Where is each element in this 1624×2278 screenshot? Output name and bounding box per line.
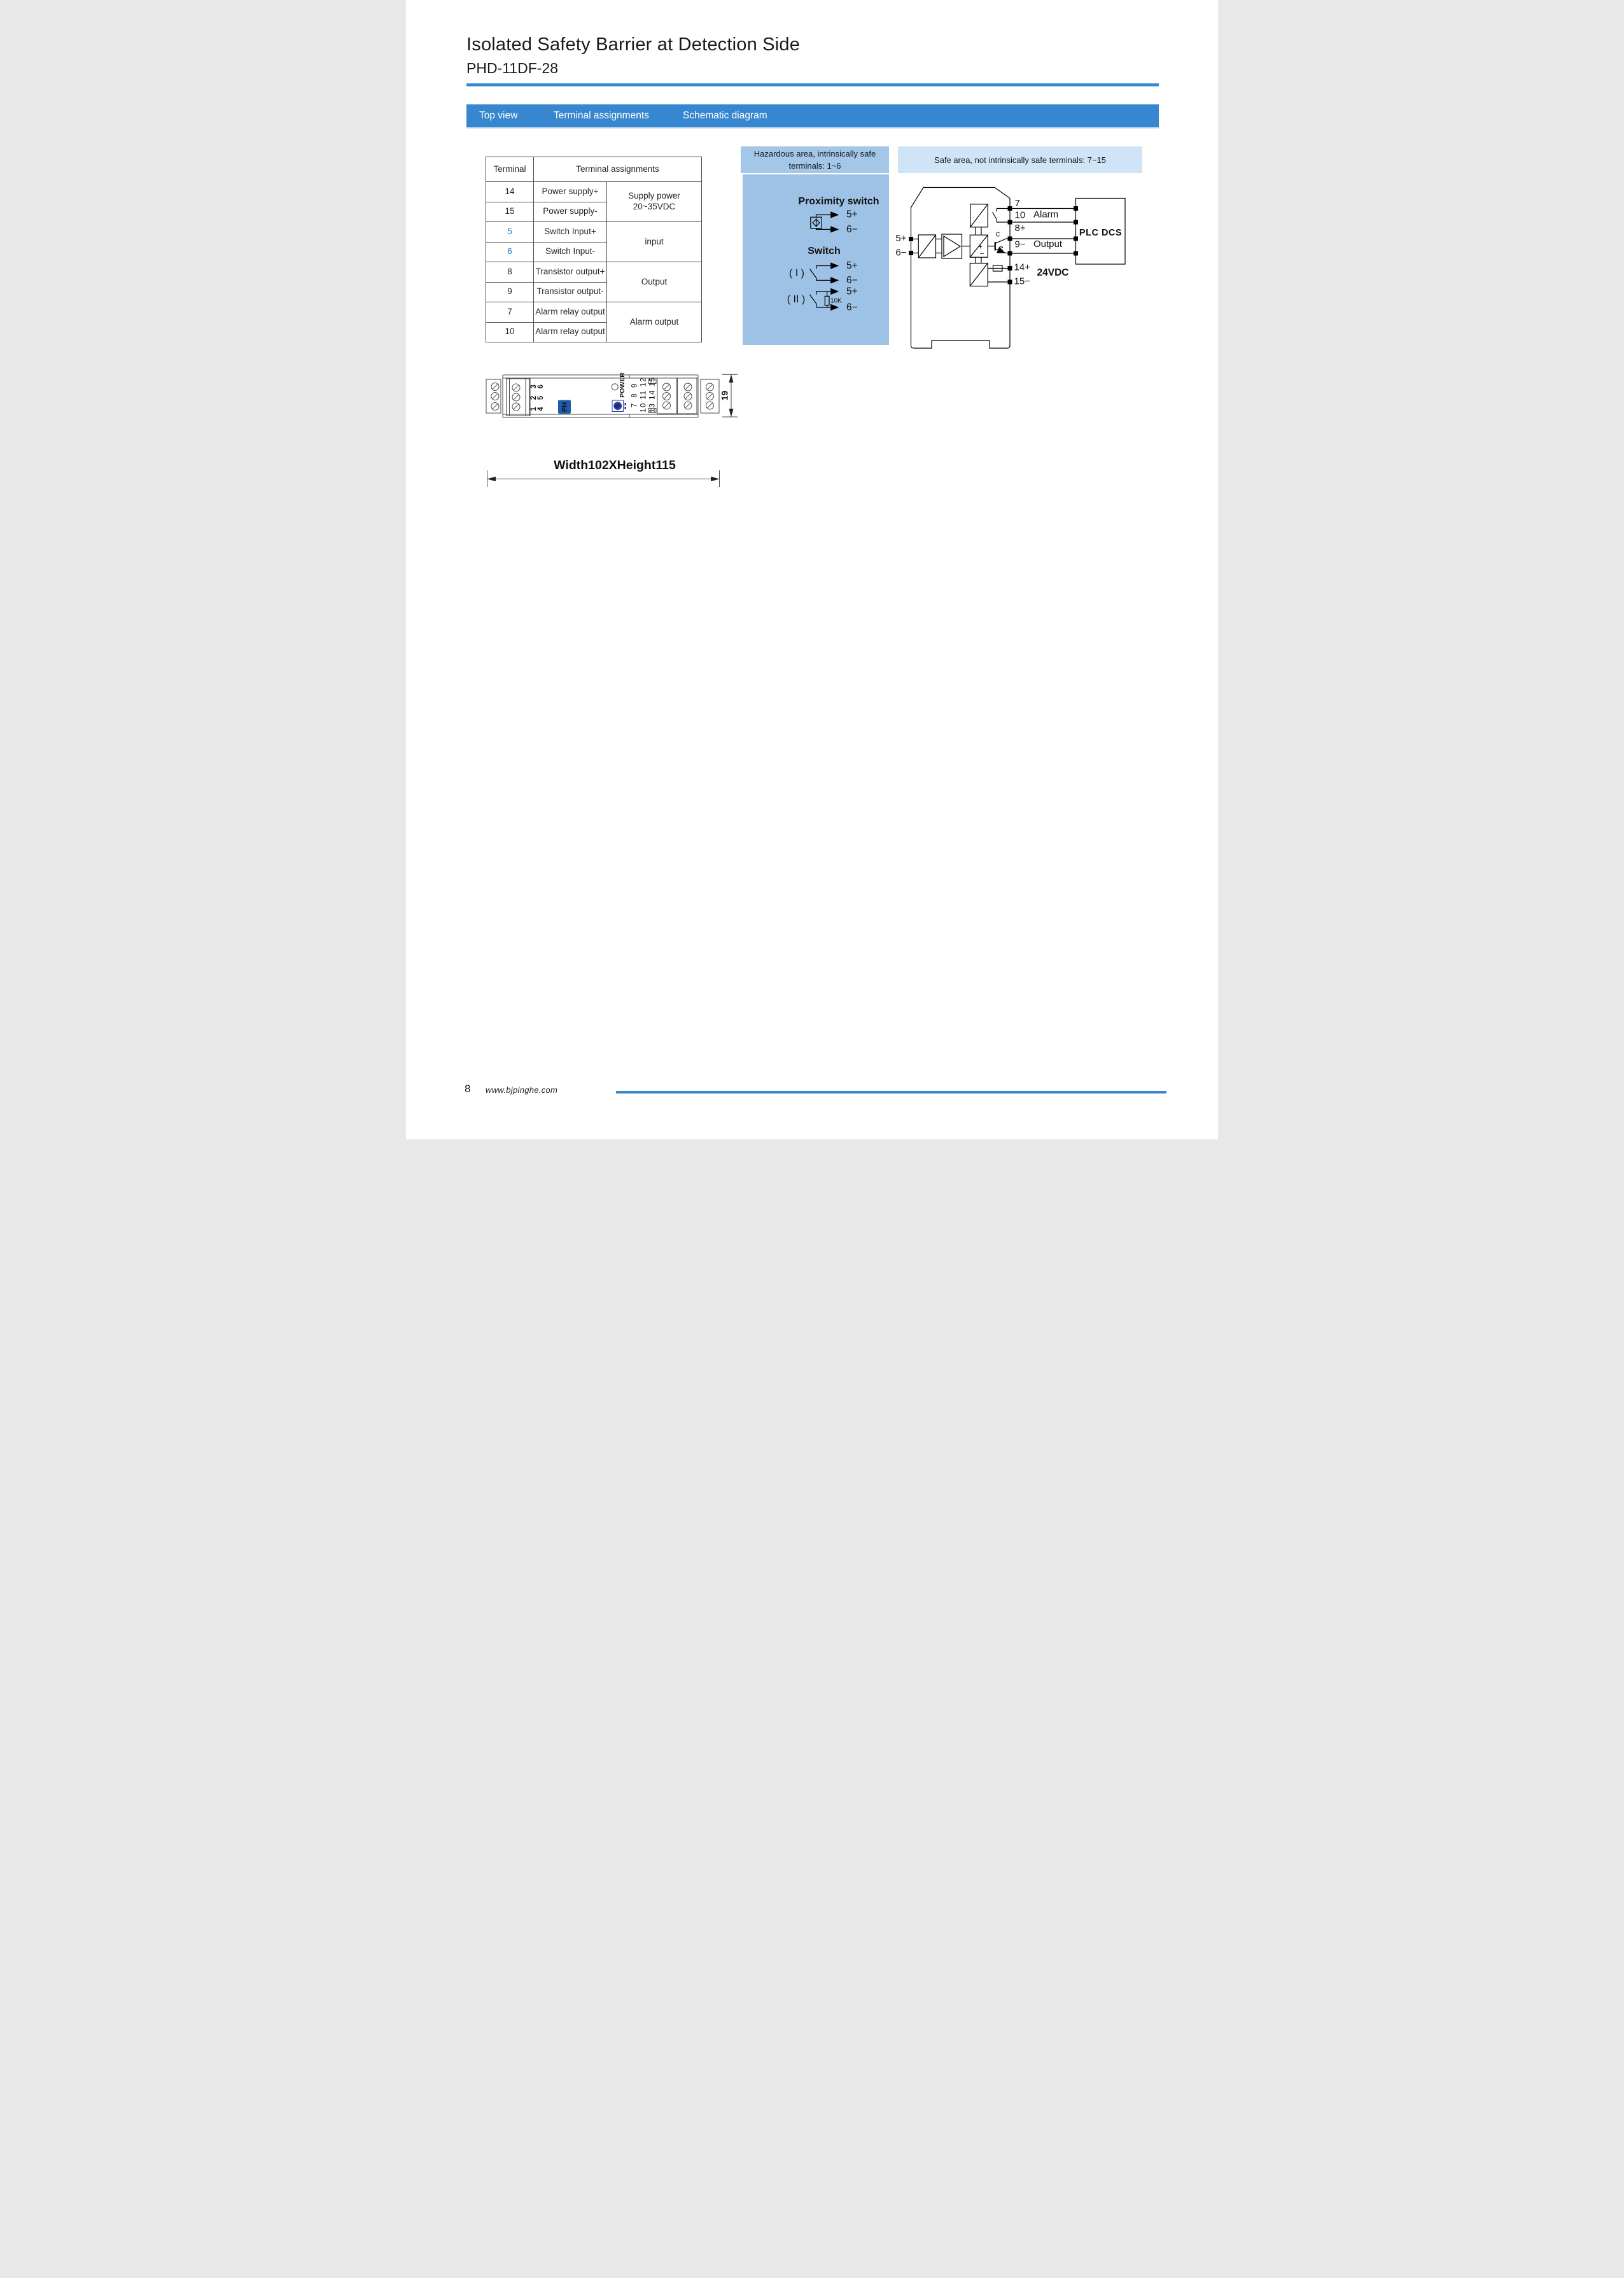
nav-item-schematic-diagram: Schematic diagram [683,110,767,121]
sw1-lead6-label: 6− [846,274,858,286]
title-underline [466,83,1159,87]
alarm-label: Alarm [1033,209,1059,220]
collector-label: c [995,229,1000,239]
section-nav-bar [466,104,1159,129]
terminal-cell: 14 [486,182,534,202]
safe-area-header: Safe area, not intrinsically safe terminals: 7~15 [898,146,1142,173]
barrier-module-outline [911,188,1011,349]
assignment-cell: Switch Input- [534,242,607,262]
prox-lead6-label: 6− [846,223,858,235]
resistor-value-label: 10K [830,297,842,305]
page-title: Isolated Safety Barrier at Detection Side [466,34,801,55]
width-dimension-label: Width102XHeight115 [554,458,676,473]
group-label-line1: Output [641,276,668,286]
terminal-cell: 7 [486,302,534,323]
terminal-cell: 8 [486,262,534,283]
power-led [612,384,618,390]
right-terminal-numbers-131415: 13 14 15 [648,376,657,413]
resistor-symbol [825,292,829,307]
input-isolation-block [918,235,935,258]
assignment-cell: Power supply- [534,202,607,222]
polarity-minus-label: − [979,249,984,258]
page-number: 8 [465,1083,471,1095]
width-dimension [487,458,720,487]
height-dimension-label: 19 [719,390,730,401]
terminal9-label: 9− [1014,239,1026,250]
proximity-switch-symbol [811,215,838,230]
s-logo-text: S [614,404,621,408]
output-label: Output [1033,238,1063,250]
plc-dcs-label: PLC DCS [1079,227,1123,238]
table-header-row [486,157,702,182]
col-header-terminal: Terminal [486,157,534,182]
group-label-line2: 20~35VDC [633,202,676,211]
hazardous-header-line2: terminals: 1~6 [788,161,841,171]
hazardous-area-diagram [743,174,889,345]
right-terminal-numbers-101112: 10 11 12 [640,377,648,412]
terminal7-label: 7 [1014,197,1020,209]
switch1-symbol [810,266,839,281]
polarity-plus-label: + [977,242,983,251]
group-label-line1: input [645,236,664,246]
amplifier-block [942,234,962,258]
hazardous-area-panel [743,174,889,345]
model-number: PHD-11DF-28 [466,60,558,76]
relay-isolation-block [970,204,988,227]
col-header-assignments: Terminal assignments [534,157,702,182]
power-label: POWER [618,372,626,398]
nav-item-top-view: Top view [479,110,518,121]
right-terminal-numbers-789: 7 8 9 [631,381,639,408]
terminal8-label: 8+ [1014,222,1026,234]
prox-lead5-label: 5+ [846,209,858,220]
s-certification-logo [612,400,626,412]
terminal10-label: 10 [1014,209,1026,221]
switch-label: Switch [808,246,841,257]
hazardous-header-line1: Hazardous area, intrinsically safe [753,148,876,158]
assignment-cell: Power supply+ [534,182,607,202]
height-dimension [720,374,738,417]
group-label-line1: Supply power [628,191,680,201]
terminal-assignments-table [486,157,702,342]
switch2-label: ( II ) [787,294,806,306]
assignment-cell: Switch Input+ [534,222,607,243]
terminal-cell: 15 [486,202,534,222]
table-row [486,222,702,243]
group-cell [607,262,702,302]
module-terminal-dots [909,206,1012,285]
terminal14-label: 14+ [1014,262,1030,273]
table-row [486,262,702,283]
emitter-label: e [998,243,1004,253]
terminal5-label: 5+ [895,232,907,244]
group-cell [607,302,702,342]
ph-logo [558,400,571,414]
relay-contact-symbol [993,209,1011,223]
left-terminal-numbers-123: 1 2 3 [530,382,538,411]
terminal-cell: 9 [486,282,534,302]
safe-area-schematic [893,178,1160,363]
hazardous-area-header [741,146,889,173]
assignment-cell: Alarm relay output [534,302,607,323]
terminal-cell: 5 [486,222,534,243]
group-label-line1: Alarm output [629,316,679,327]
assignment-cell: Alarm relay output [534,322,607,342]
sw2-lead5-label: 5+ [846,286,858,297]
top-view-drawing [479,369,746,490]
assignment-cell: Transistor output- [534,282,607,302]
datasheet-page [406,0,1218,1139]
ph-logo-text: PH [561,402,569,412]
proximity-switch-label: Proximity switch [798,196,879,207]
left-terminal-numbers-456: 4 5 6 [537,382,545,411]
nav-item-terminal-assignments: Terminal assignments [554,110,649,121]
assignment-cell: Transistor output+ [534,262,607,283]
terminal-cell: 10 [486,322,534,342]
terminal-cell: 6 [486,242,534,262]
group-cell [607,182,702,222]
terminal6-label: 6− [895,247,907,258]
group-cell [607,222,702,262]
switch1-label: ( I ) [789,268,804,279]
sw1-lead5-label: 5+ [846,260,858,271]
sw2-lead6-label: 6− [846,302,858,313]
terminal15-label: 15− [1014,276,1030,287]
power-isolation-block [970,264,988,286]
supply-voltage-label: 24VDC [1037,267,1069,279]
table-row [486,302,702,323]
footer-bar [616,1091,1166,1093]
website-url: www.bjpinghe.com [486,1085,558,1095]
table-row [486,182,702,202]
